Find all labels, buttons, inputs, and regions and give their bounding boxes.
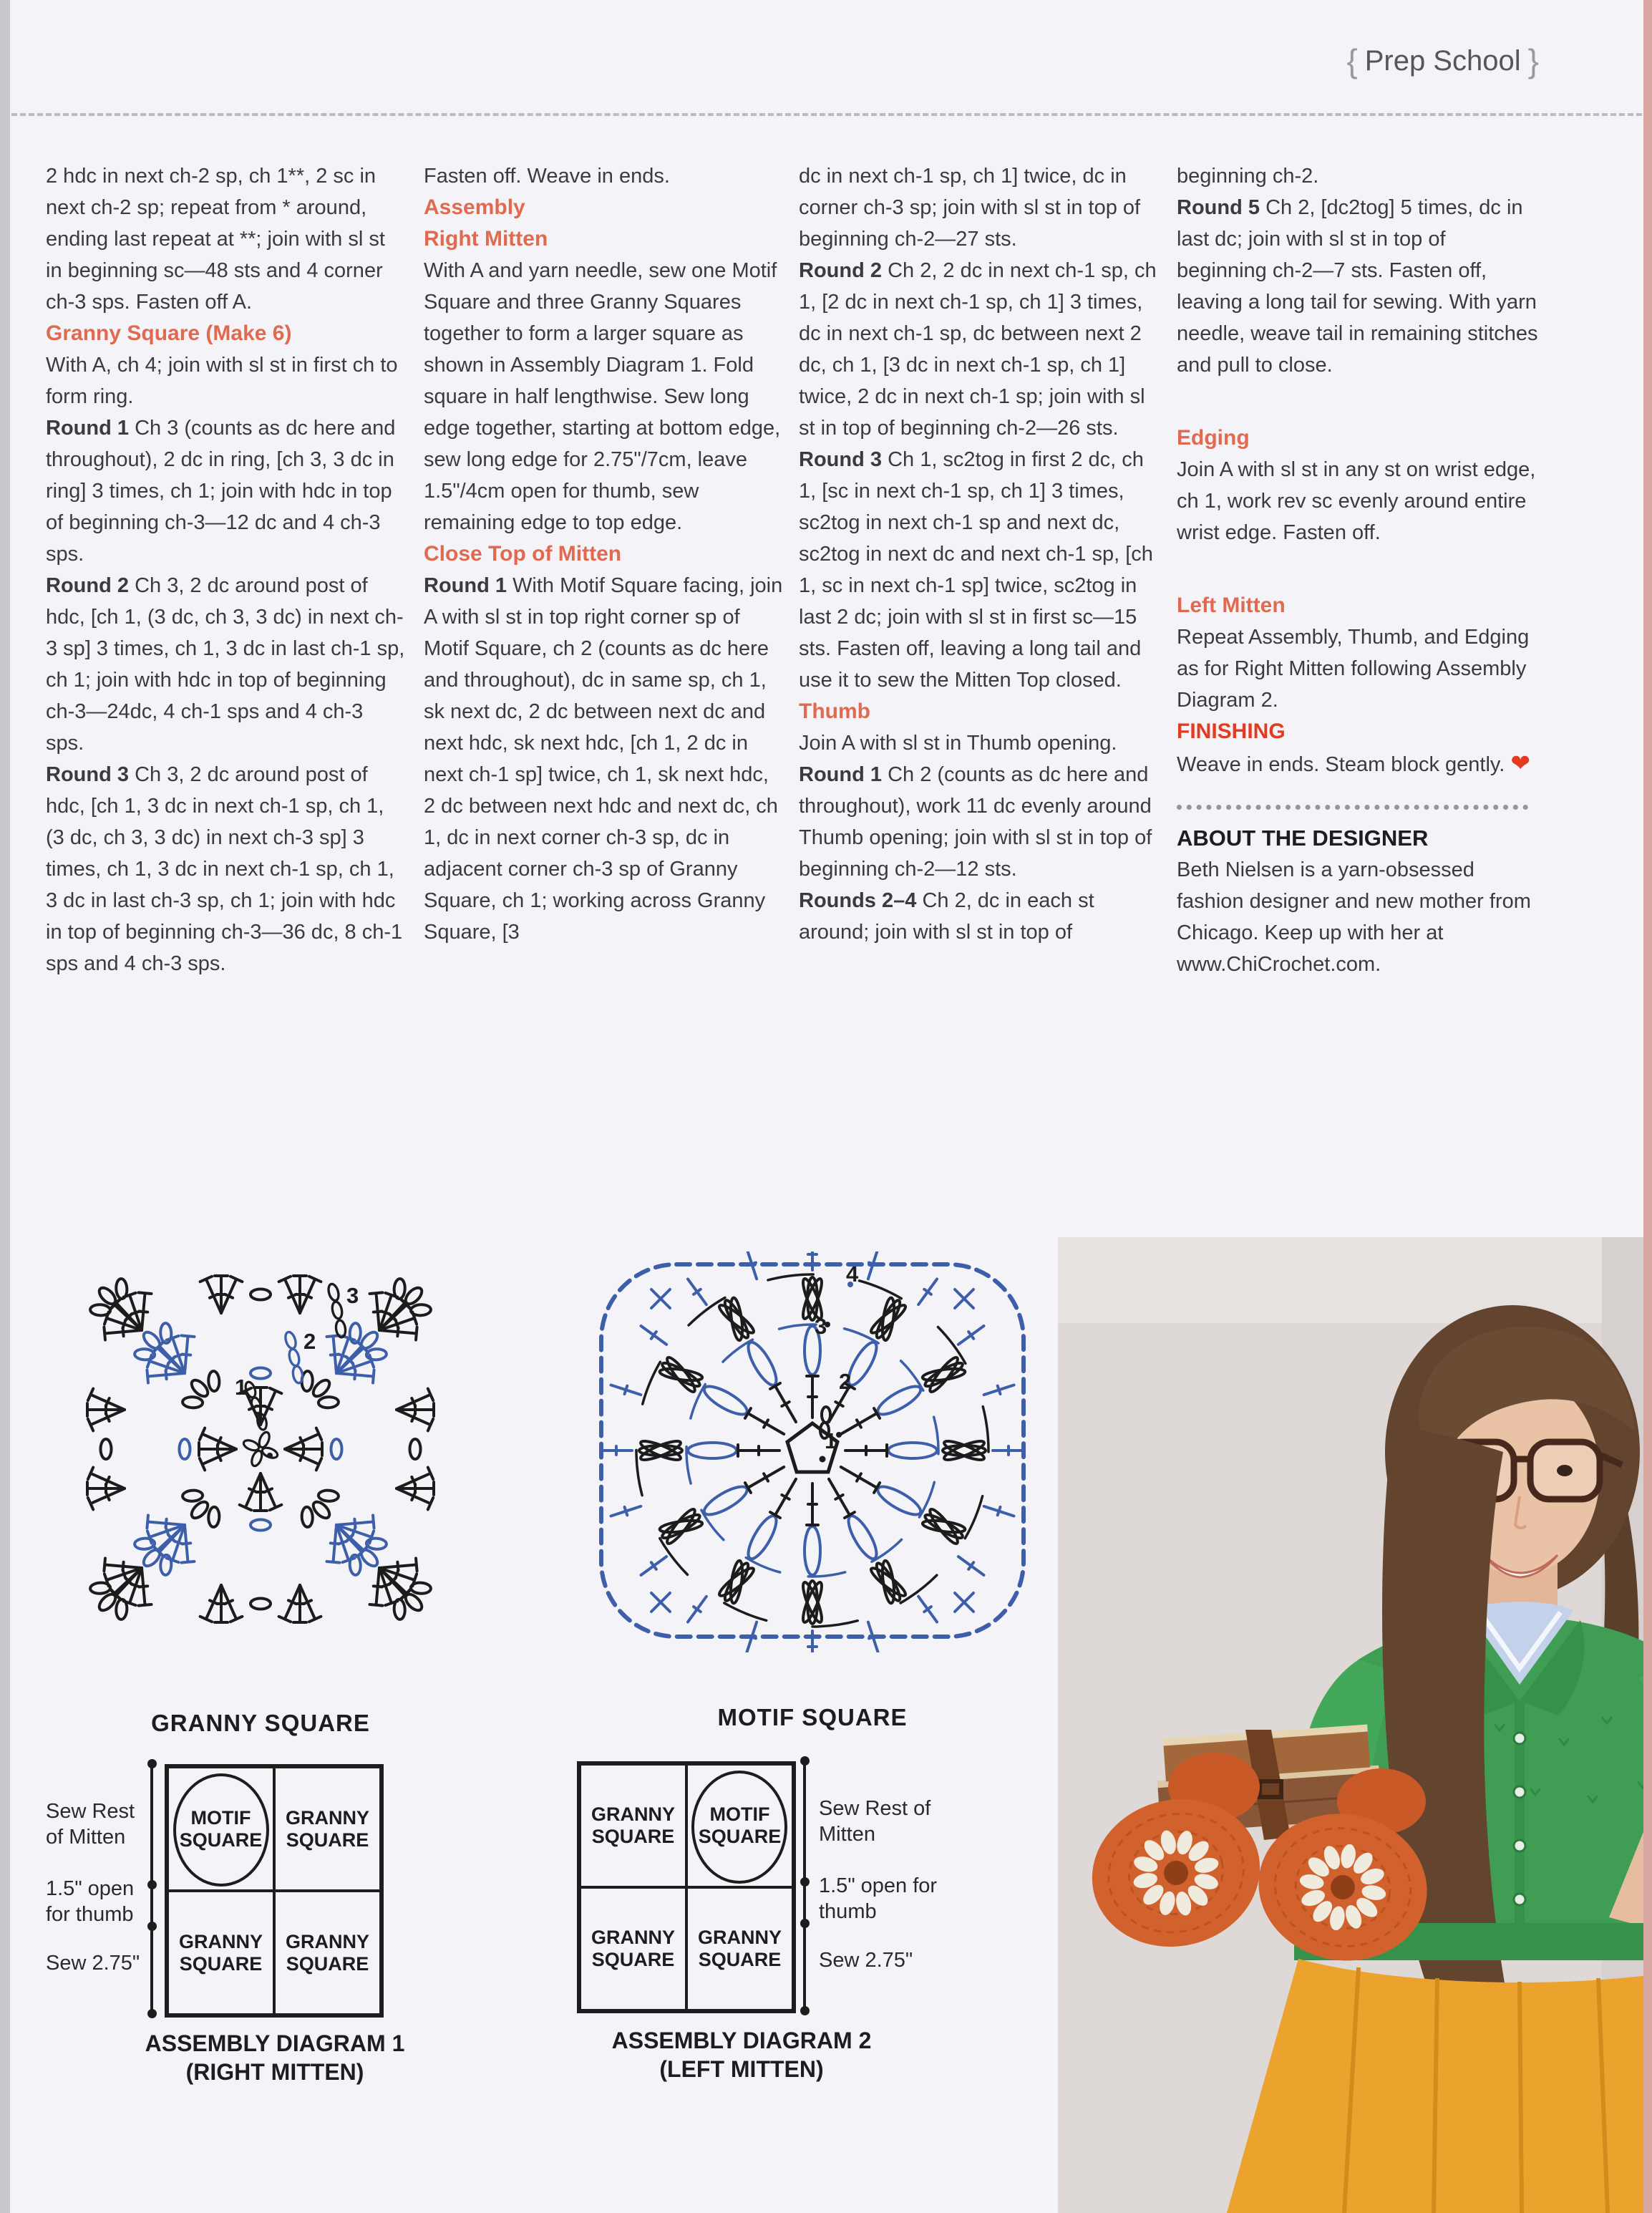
- granny-round-number-2: 2: [303, 1329, 316, 1354]
- pattern-paragraph: Join A with sl st in any st on wrist edge, ch 1, work rev sc evenly around entire wrist edge. Fasten off.: [1177, 458, 1536, 544]
- round-paragraph: [46, 412, 405, 570]
- measure-dot: [147, 2009, 157, 2018]
- measure-dot: [147, 1922, 157, 1931]
- round-text: Ch 3 (counts as dc here and throughout), 2 dc in ring, [ch 3, 3 dc in ring] 3 times, ch 1; join with hdc in top of beginning ch-3—12 dc and 4 ch-3 sps.: [46, 417, 396, 566]
- motif-square-chart: [573, 1251, 1052, 1652]
- text-column-2: [424, 160, 783, 948]
- assembly2-caption-line1: ASSEMBLY DIAGRAM 2: [611, 2028, 872, 2053]
- assembly1-caption-line1: ASSEMBLY DIAGRAM 1: [145, 2030, 405, 2056]
- subhead-thumb: Thumb: [799, 699, 870, 723]
- motif-round-number-3: 3: [815, 1314, 827, 1339]
- round-text: Ch 3, 2 dc around post of hdc, [ch 1, (3 dc, ch 3, 3 dc) in next ch-3 sp] 3 times, ch 1, 3 dc in last ch-1 sp, ch 1; join with hdc in top of beginning ch-3—24dc, 4 ch-1 sps and 4 ch-3 sps.: [46, 574, 405, 755]
- brace-close: }: [1527, 42, 1539, 79]
- section-header: [1339, 42, 1546, 80]
- pattern-paragraph: Repeat Assembly, Thumb, and Edging as for Right Mitten following Assembly Diagram 2.: [1177, 626, 1530, 712]
- eye-right: [1557, 1465, 1573, 1476]
- subhead-assembly: Assembly: [424, 195, 525, 219]
- granny-square-caption: GRANNY SQUARE: [151, 1710, 370, 1736]
- motif-circle-mark: [691, 1771, 787, 1884]
- annotation-sew: Sew 2.75": [46, 1952, 140, 1975]
- motif-square-caption: MOTIF SQUARE: [717, 1704, 908, 1730]
- assembly1-caption-line2: (RIGHT MITTEN): [185, 2059, 364, 2085]
- assembly1-cell-granny: GRANNY SQUARE: [167, 1891, 274, 2015]
- round-paragraph: [799, 759, 1158, 885]
- assembly2-cell-motif: MOTIF SQUARE: [686, 1764, 793, 1887]
- granny-square-chart: [46, 1269, 475, 1641]
- granny-round-1: [175, 1363, 347, 1536]
- annotation-sew-rest: Sew Rest of Mitten: [46, 1800, 135, 1849]
- round-paragraph: [1177, 192, 1539, 381]
- round-label: Round 1: [46, 417, 129, 440]
- motif-round-3: [597, 1251, 1029, 1652]
- round-label: Rounds 2–4: [799, 889, 917, 912]
- pattern-paragraph: 2 hdc in next ch-2 sp, ch 1**, 2 sc in next ch-2 sp; repeat from * around, ending last repeat at **; join with sl st in beginning sc—48 sts and 4 corner ch-3 sps. Fasten off A.: [46, 165, 385, 314]
- page-left-edge: [0, 0, 10, 2213]
- assembly2-cell-granny: GRANNY SQUARE: [686, 1887, 793, 2010]
- brace-open: {: [1346, 42, 1358, 79]
- measure-dot: [147, 1880, 157, 1889]
- motif-round-number-1: 1: [825, 1428, 837, 1453]
- measure-dot: [147, 1759, 157, 1768]
- round-paragraph: [46, 759, 405, 979]
- annotation-sew-rest: Sew Rest of Mitten: [819, 1797, 931, 1846]
- round-paragraph: [799, 255, 1158, 444]
- assembly2-cell-granny: GRANNY SQUARE: [580, 1764, 686, 1887]
- round-label: Round 1: [424, 574, 507, 597]
- granny-round-number-1: 1: [235, 1375, 248, 1400]
- motif-round-number-2: 2: [839, 1369, 852, 1394]
- assembly-diagram-1: [46, 1763, 533, 2121]
- annotation-thumb-open: 1.5" open for thumb: [46, 1877, 135, 1926]
- granny-round-2: [127, 1315, 395, 1584]
- about-designer-heading: ABOUT THE DESIGNER: [1177, 825, 1429, 851]
- text-column-3: [799, 160, 1158, 948]
- assembly-diagram-2: [573, 1760, 1059, 2118]
- granny-round-number-3: 3: [346, 1283, 359, 1308]
- dotted-separator: [1177, 805, 1528, 810]
- assembly2-caption: [573, 2026, 910, 2083]
- round-text: Ch 1, sc2tog in first 2 dc, ch 1, [sc in next ch-1 sp, ch 1] 3 times, sc2tog in next ch-1 sp and next dc, sc2tog in next dc and next ch-1 sp, [ch 1, sc in next ch-1 sp] twice, sc2tog in last 2 dc; join with sl st in first sc—15 sts. Fasten off, leaving a long tail and use it to sew the Mitten Top closed.: [799, 448, 1153, 692]
- section-title: Prep School: [1364, 45, 1521, 77]
- pattern-paragraph: With A, ch 4; join with sl st in first ch to form ring.: [46, 354, 398, 408]
- assembly2-cell-granny: GRANNY SQUARE: [580, 1887, 686, 2010]
- finishing-text: Weave in ends. Steam block gently.: [1177, 753, 1505, 776]
- motif-round-number-4: 4: [846, 1262, 859, 1287]
- granny-round-3: [82, 1271, 439, 1628]
- pattern-paragraph: dc in next ch-1 sp, ch 1] twice, dc in corner ch-3 sp; join with sl st in top of beginning ch-2—27 sts.: [799, 165, 1141, 251]
- motif-circle-mark: [173, 1773, 269, 1887]
- motif-round-2: [658, 1296, 966, 1604]
- round-paragraph: [799, 444, 1158, 696]
- pattern-paragraph: Join A with sl st in Thumb opening.: [799, 732, 1117, 755]
- subhead-finishing: FINISHING: [1177, 720, 1286, 743]
- pattern-paragraph: beginning ch-2.: [1177, 165, 1319, 188]
- assembly1-cell-granny: GRANNY SQUARE: [274, 1891, 381, 2015]
- round-text: Ch 2 (counts as dc here and throughout), work 11 dc evenly around Thumb opening; join with sl st in top of beginning ch-2—12 sts.: [799, 763, 1152, 881]
- round-label: Round 2: [46, 574, 129, 597]
- round-label: Round 3: [799, 448, 882, 471]
- pattern-paragraph: With A and yarn needle, sew one Motif Square and three Granny Squares together to form a larger square as shown in Assembly Diagram 1. Fold square in half lengthwise. Sew long edge together, starting at bottom edge, sew long edge for 2.75"/7cm, leave 1.5"/4cm open for thumb, sew remaining edge to top edge.: [424, 259, 781, 534]
- round-paragraph: [799, 885, 1158, 948]
- text-column-1: [46, 160, 405, 979]
- round-paragraph: [46, 570, 405, 759]
- assembly1-cell-motif: MOTIF SQUARE: [167, 1767, 274, 1891]
- assembly1-cell-granny: GRANNY SQUARE: [274, 1767, 381, 1891]
- subhead-right-mitten: Right Mitten: [424, 227, 548, 251]
- heart-icon: ❤: [1510, 750, 1531, 776]
- round-label: Round 5: [1177, 196, 1260, 219]
- measure-dot: [800, 2006, 810, 2015]
- motif-round-1: [738, 1282, 887, 1525]
- round-label: Round 1: [799, 763, 882, 786]
- subhead-edging: Edging: [1177, 426, 1250, 450]
- subhead-close-top: Close Top of Mitten: [424, 542, 622, 566]
- assembly1-caption: [53, 2029, 497, 2086]
- model-photo: [1058, 1237, 1643, 2213]
- round-text: With Motif Square facing, join A with sl st in top right corner sp of Motif Square, ch 2 (counts as dc here and throughout), dc in same sp, ch 1, sk next dc, 2 dc between next dc and next hdc, sk next hdc, [ch 1, 2 dc in next ch-1 sp] twice, ch 1, sk next hdc, 2 dc between next hdc and next dc, ch 1, dc in next corner ch-3 sp, dc in adjacent corner ch-3 sp of Granny Square, ch 1; working across Granny Square, [3: [424, 574, 783, 944]
- round-text: Ch 2, dc in each st around; join with sl st in top of: [799, 889, 1094, 944]
- round-label: Round 3: [46, 763, 129, 786]
- pattern-paragraph: Fasten off. Weave in ends.: [424, 165, 670, 188]
- round-text: Ch 2, [dc2tog] 5 times, dc in last dc; join with sl st in top of beginning ch-2—7 sts. Fasten off, leaving a long tail for sewing. With yarn needle, weave tail in remaining stitches and pull to close.: [1177, 196, 1538, 377]
- subhead-left-mitten: Left Mitten: [1177, 594, 1286, 617]
- subhead-granny-square: Granny Square (Make 6): [46, 321, 292, 345]
- about-designer-text: Beth Nielsen is a yarn-obsessed fashion designer and new mother from Chicago. Keep up with her at www.ChiCrochet.com.: [1177, 858, 1531, 976]
- measure-dot: [800, 1877, 810, 1887]
- dotted-rule: [11, 113, 1642, 116]
- annotation-thumb-open: 1.5" open for thumb: [819, 1874, 938, 1923]
- pattern-paragraph: [1177, 747, 1539, 780]
- round-paragraph: [424, 570, 783, 948]
- round-text: Ch 3, 2 dc around post of hdc, [ch 1, 3 dc in next ch-1 sp, ch 1, (3 dc, ch 3, 3 dc) in next ch-3 sp] 3 times, ch 1, 3 dc in next ch-1 sp, ch 1, 3 dc in last ch-3 sp, ch 1; join with hdc in top of beginning ch-3—36 dc, 8 ch-1 sps and 4 ch-3 sps.: [46, 763, 403, 975]
- page-right-edge: [1643, 0, 1652, 2213]
- measure-dot: [800, 1756, 810, 1766]
- assembly2-caption-line2: (LEFT MITTEN): [659, 2056, 824, 2082]
- measure-dot: [800, 1919, 810, 1928]
- round-label: Round 2: [799, 259, 882, 282]
- text-column-4: [1177, 160, 1539, 980]
- granny-center-ring: [242, 1430, 278, 1467]
- annotation-sew: Sew 2.75": [819, 1949, 913, 1972]
- round-text: Ch 2, 2 dc in next ch-1 sp, ch 1, [2 dc in next ch-1 sp, ch 1] 3 times, dc in next ch-1 sp, dc between next 2 dc, ch 1, [3 dc in next ch-1 sp, ch 1] twice, 2 dc in next ch-1 sp; join with sl st in top of beginning ch-2—26 sts.: [799, 259, 1157, 440]
